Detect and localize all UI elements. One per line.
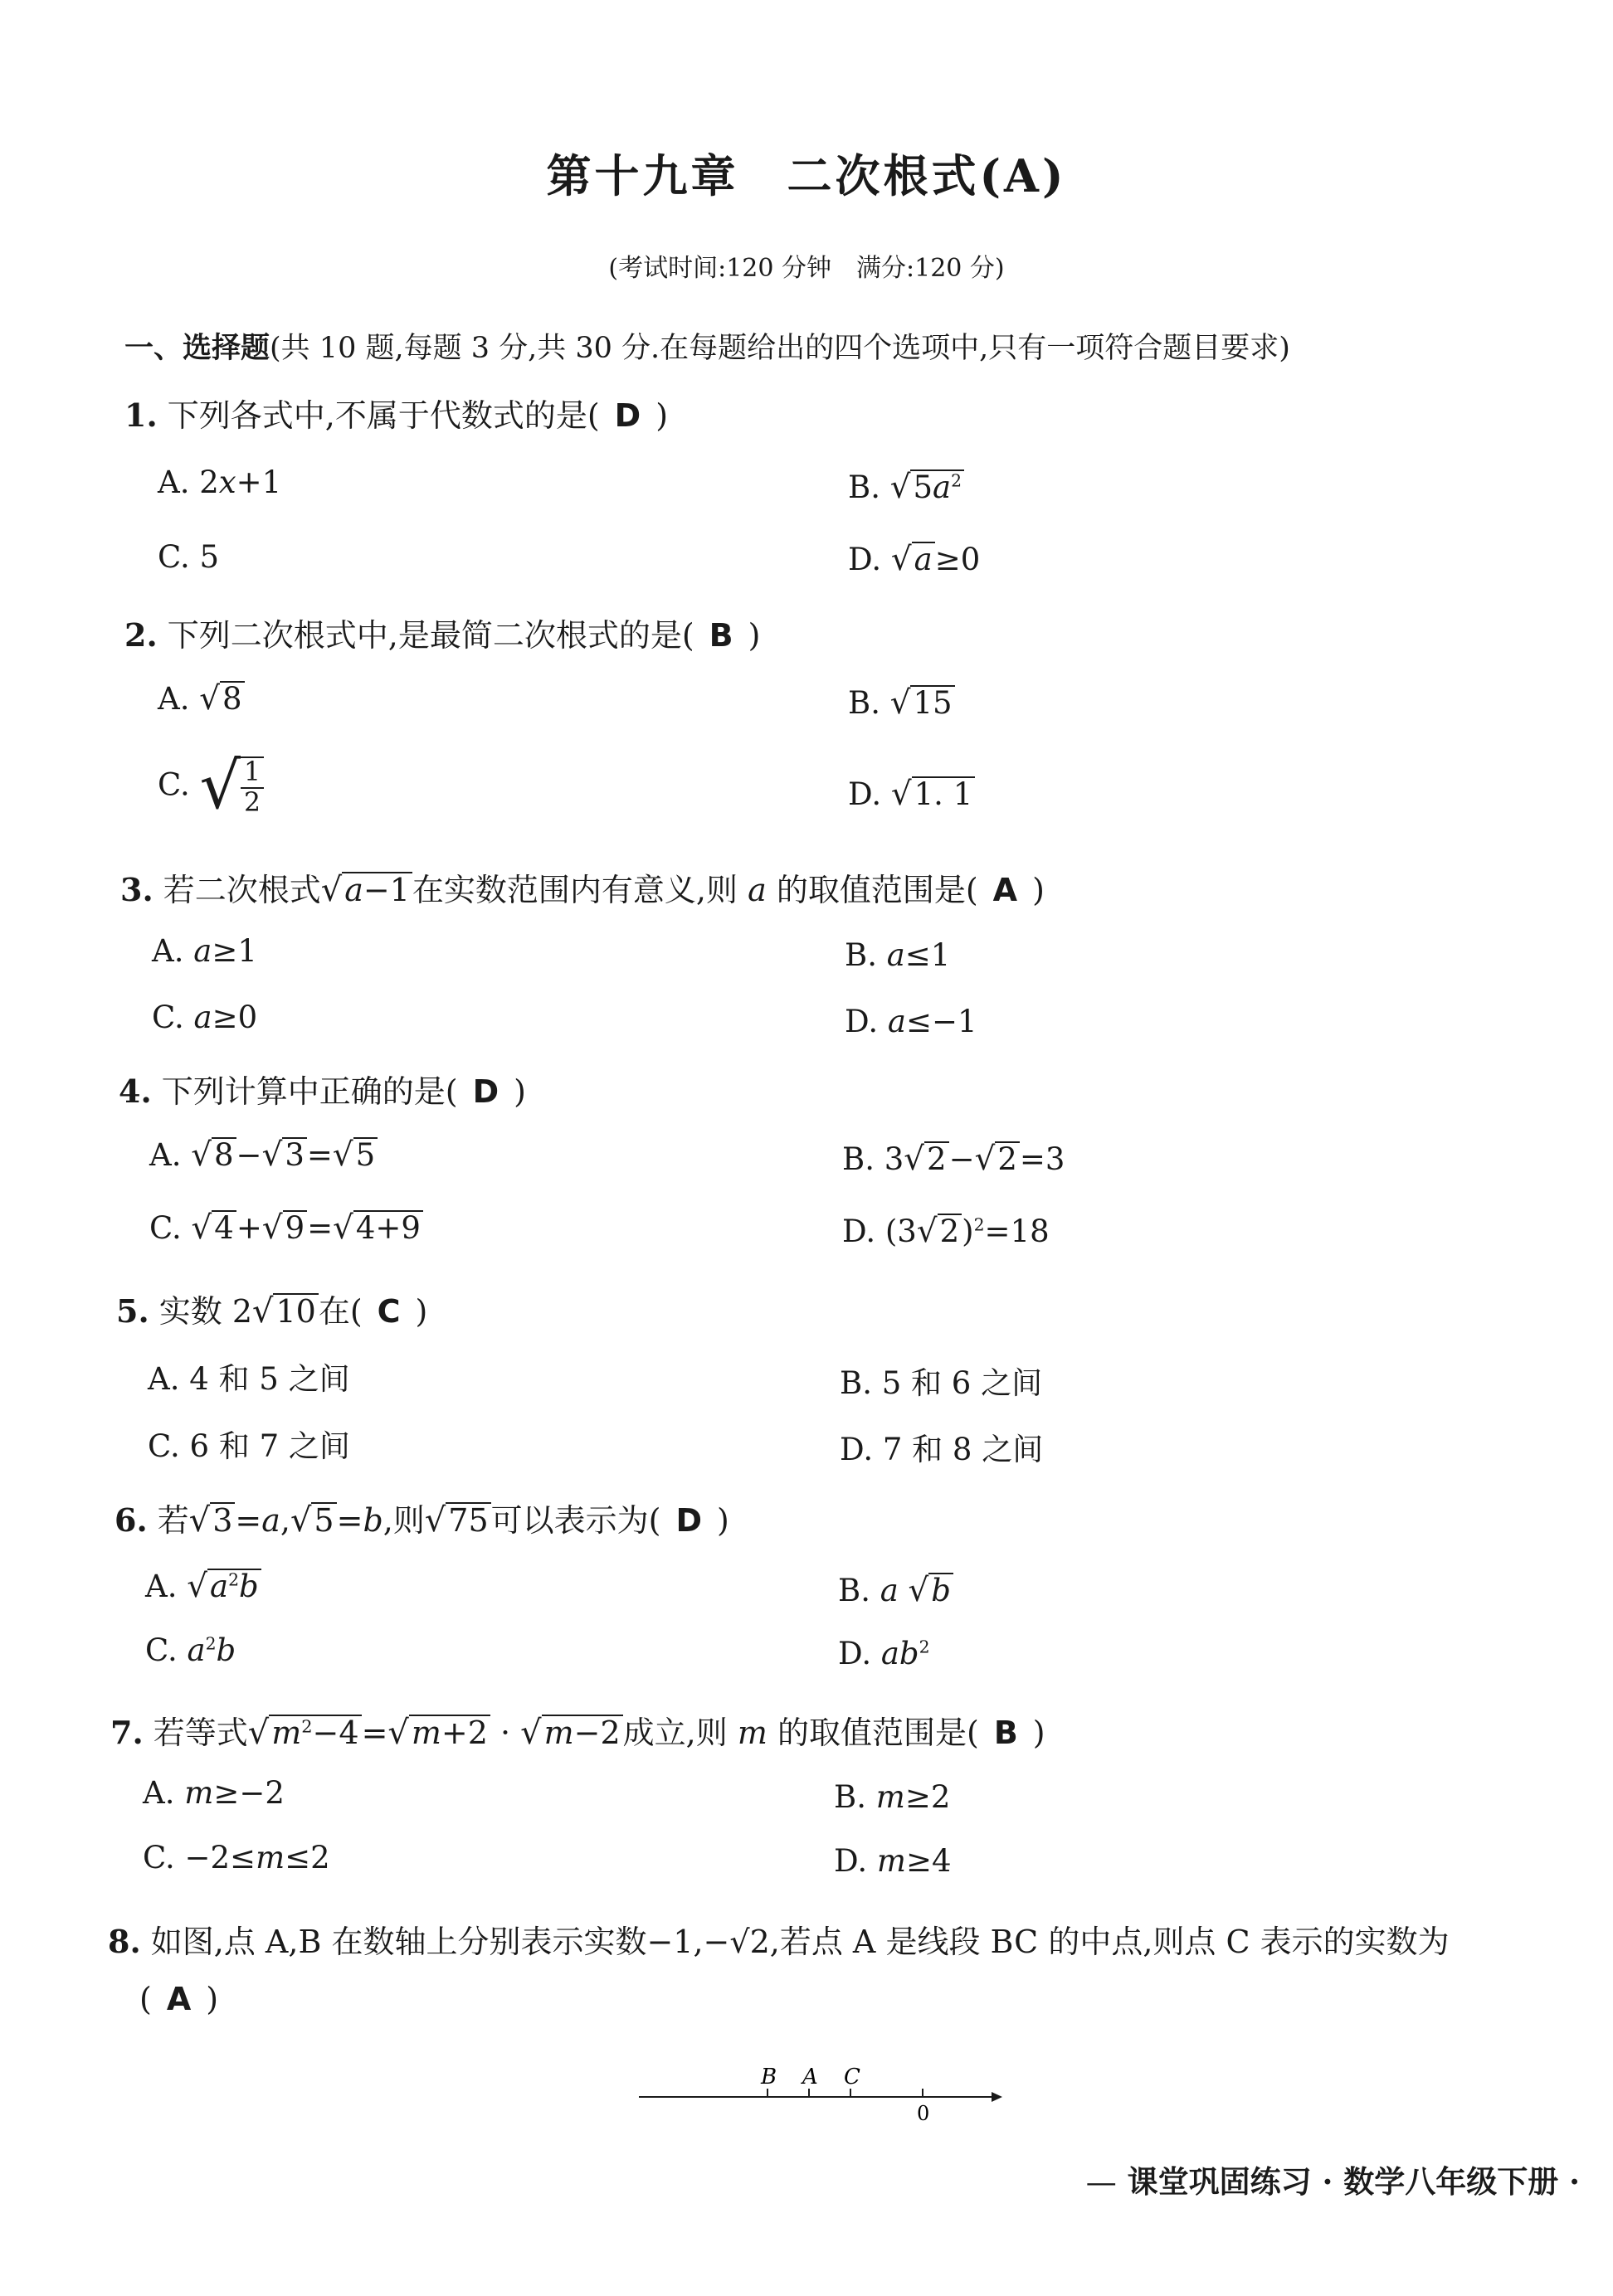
option-d: D. $(3√2)^2=18$ [842,1213,1050,1250]
option-b: B. $√5a^2$ [848,469,964,506]
question-5: 5. 实数 2√10在( C ) [116,1292,428,1330]
option-a: A. m≥−2 [143,1775,285,1811]
question-number: 7. [110,1714,144,1751]
label-a: A [802,2065,818,2089]
label-origin: 0 [917,2102,930,2125]
option-c: C. √4+√9=√4+9 [149,1209,423,1247]
question-stem: 下列二次根式中,是最简二次根式的是( [167,617,694,654]
option-b: B. 3√2−√2=3 [842,1141,1065,1178]
question-number: 5. [116,1292,149,1330]
exam-info: (考试时间:120 分钟 满分:120 分) [608,254,1005,283]
radical-expression: √a−1 [321,871,412,909]
question-1: 1. 下列各式中,不属于代数式的是( D ) [124,396,669,434]
page-footer: — 课堂巩固练习 · 数学八年级下册 · [1085,2163,1580,2200]
answer: D [614,397,641,434]
option-b: B. a≤1 [845,937,951,973]
option-b: B. √15 [848,684,955,722]
question-3: 3. 若二次根式√a−1在实数范围内有意义,则 a 的取值范围是( A ) [120,871,1045,909]
question-4: 4. 下列计算中正确的是( D ) [119,1073,526,1110]
question-stem: 如图,点 A,B 在数轴上分别表示实数−1,−√2,若点 A 是线段 BC 的中点,则点 C 表示的实数为 [150,1924,1450,1960]
option-a: A. 2x+1 [158,465,282,500]
option-a: A. a≥1 [152,933,257,969]
question-7: 7. 若等式$√m^2-4=√m+2 \cdot √m-2$成立,则 m 的取值范围是( B ) [110,1714,1045,1752]
option-d: D. a≤−1 [845,1004,977,1039]
section-title: 一、选择题 [124,331,270,365]
option-c: C. a≥0 [152,1000,258,1035]
option-b: B. m≥2 [834,1779,951,1815]
question-8-answer-line: ( A ) [139,1981,219,2017]
question-stem: 下列各式中,不属于代数式的是( [167,397,600,434]
question-number: 4. [119,1073,152,1110]
answer: B [709,617,733,654]
option-d: D. √1. 1 [848,776,975,813]
option-d: D. m≥4 [834,1843,952,1879]
page-title: 第十九章 二次根式(A) [546,149,1067,202]
answer: C [377,1293,401,1330]
answer: B [993,1715,1018,1751]
option-a: A. √8 [158,680,245,718]
question-number: 8. [108,1923,141,1960]
option-a: A. √8−√3=√5 [149,1136,378,1174]
label-c: C [844,2065,860,2089]
question-6: 6. 若√3=a,√5=b,则√75可以表示为( D ) [115,1501,729,1540]
question-number: 1. [124,396,158,434]
option-a: A. $√a^2b$ [145,1568,261,1605]
answer: D [472,1073,499,1110]
option-c: C. 6 和 7 之间 [148,1428,350,1464]
arrow-head [992,2092,1002,2102]
question-8 [108,1916,1450,1962]
option-d: D. √a≥0 [848,541,981,578]
answer: D [675,1502,703,1539]
section-heading [124,325,1535,367]
option-b: B. a √b [838,1572,953,1609]
question-number: 6. [115,1501,148,1539]
option-c: C. 5 [158,539,220,575]
number-line-figure [639,2064,1004,2130]
option-c: C. $a^2b$ [145,1632,236,1668]
answer: A [992,872,1018,908]
question-number: 2. [124,616,158,654]
option-a: A. 4 和 5 之间 [148,1361,350,1397]
question-2: 2. 下列二次根式中,是最简二次根式的是( B ) [124,616,761,654]
label-b: B [761,2065,777,2089]
question-number: 3. [120,871,154,908]
option-c: C. √ $\frac{1}{2}$ [158,755,264,820]
option-d: D. 7 和 8 之间 [840,1432,1044,1467]
option-b: B. 5 和 6 之间 [840,1365,1043,1401]
section-instructions: (共 10 题,每题 3 分,共 30 分.在每题给出的四个选项中,只有一项符合题目要求) [270,332,1290,365]
question-stem: 下列计算中正确的是( [161,1073,458,1110]
option-c: C. −2≤m≤2 [143,1840,330,1875]
option-d: D. $ab^2$ [838,1636,930,1671]
answer: A [166,1981,192,2017]
